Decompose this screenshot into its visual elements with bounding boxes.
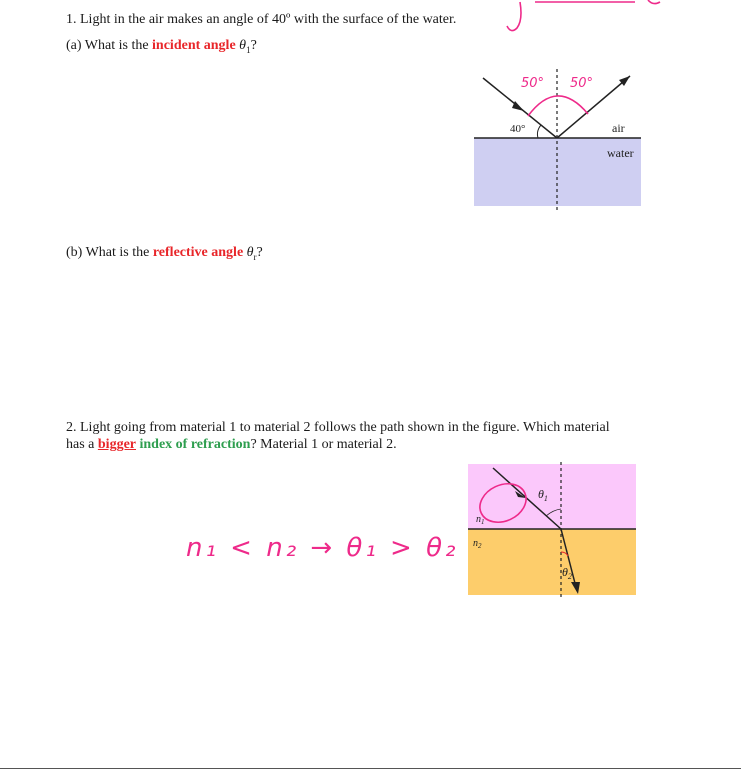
theta1-label: $\theta_1$ — [538, 487, 548, 503]
q2-statement-line1: 2. Light going from material 1 to material 2 follows the path shown in the figure. Which material — [66, 420, 610, 435]
water-label: water — [607, 146, 634, 160]
refraction-diagram — [468, 462, 638, 598]
reflective-angle-term: reflective angle — [152, 245, 244, 260]
page-bottom-rule — [0, 768, 741, 769]
bigger-term: bigger — [97, 437, 136, 452]
air-label: air — [612, 121, 625, 135]
theta2-label: $\theta_2$ — [562, 565, 572, 581]
handwritten-answer: n₁ < n₂ → θ₁ > θ₂ — [186, 533, 459, 563]
n2-label: $n_2$ — [473, 538, 482, 550]
ink-angle-right: 50° — [570, 76, 594, 91]
index-of-refraction-term: index of refraction — [139, 437, 251, 452]
material-1-region — [468, 464, 636, 529]
n1-label: $n_1$ — [476, 514, 485, 526]
incident-angle-term: incident angle — [152, 38, 236, 53]
reflection-diagram — [460, 65, 660, 215]
ink-angle-left: 50° — [521, 76, 545, 91]
q1-statement: 1. Light in the air makes an angle of 40º with the surface of the water. — [66, 12, 457, 27]
q2-statement-line2: has a bigger index of refraction? Material 1 or material 2. — [66, 437, 397, 452]
material-2-region — [468, 529, 636, 595]
ink-scribble-top — [505, 0, 665, 40]
q1-part-b: (b) What is the reflective angle $\theta_r$? — [66, 245, 263, 262]
q1-part-a: (a) What is the incident angle $\theta_1$? — [66, 38, 257, 55]
ink-angle-arc — [528, 96, 588, 116]
angle-40-label: 40° — [510, 123, 526, 135]
angle-40-arc — [537, 125, 541, 138]
